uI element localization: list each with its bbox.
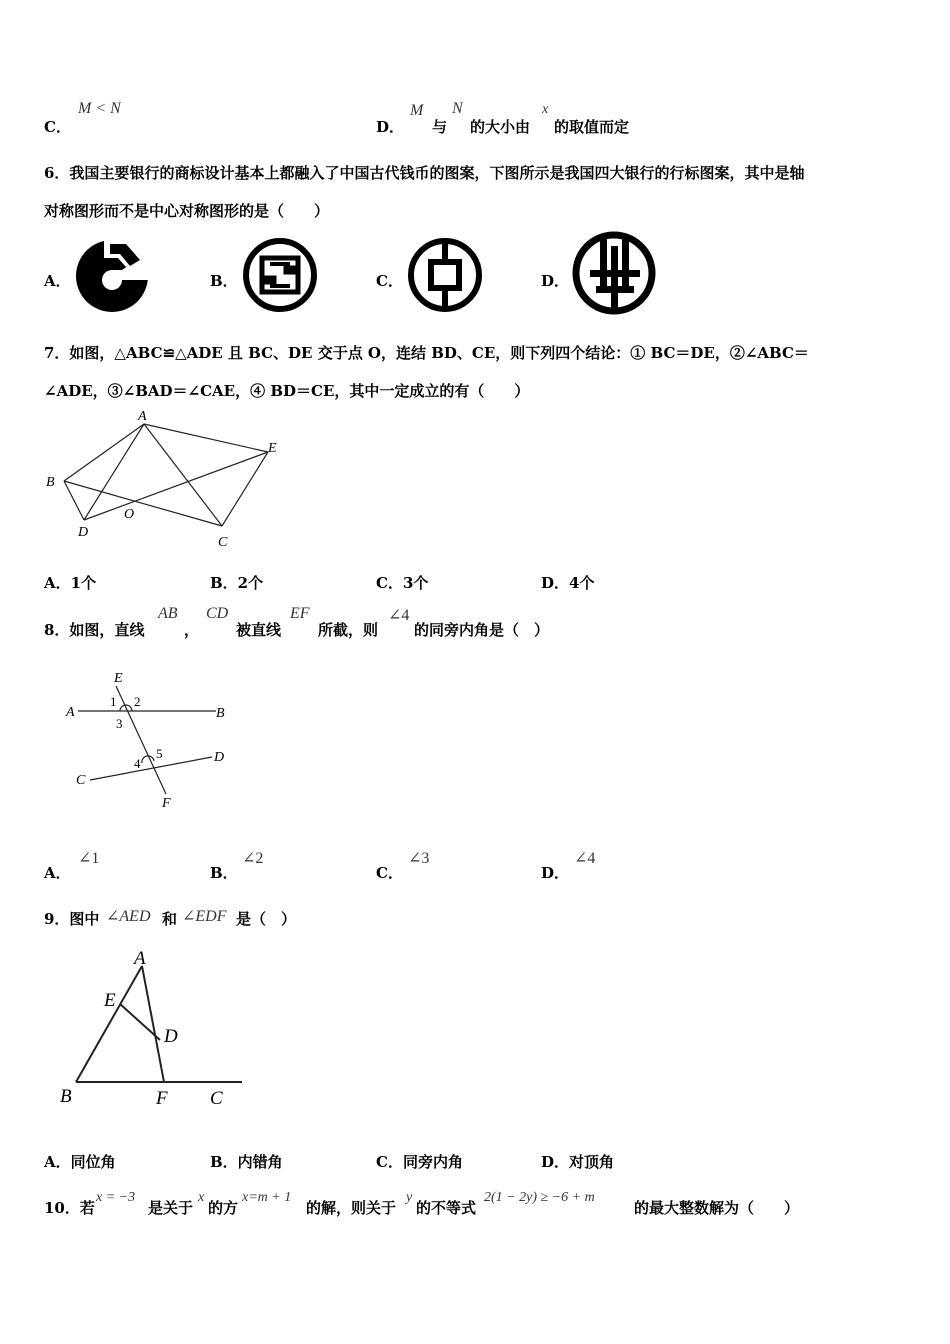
bank-logo-b-icon: [240, 236, 320, 314]
q10-stem-t3: 的解，则关于: [306, 1199, 397, 1217]
q7-figure: [44, 406, 288, 552]
q8-stem-end: 的同旁内角是（ ）: [414, 621, 550, 639]
q8-stem-mid2: 所截，则: [318, 621, 379, 639]
q8-ef: EF: [290, 605, 310, 622]
label-c: C: [76, 773, 86, 788]
q10-stem-t1: 是关于: [148, 1199, 194, 1217]
label-4: 4: [134, 756, 141, 771]
segment-bd: [64, 481, 84, 520]
q9-angle-edf: ∠EDF: [182, 908, 227, 925]
q8-figure: [58, 664, 238, 812]
q6-option-c-label: C．: [376, 272, 403, 290]
q8-option-d-label: D．: [541, 864, 570, 882]
q8-option-a-value: ∠1: [78, 850, 100, 867]
q6-stem-line1: 6．我国主要银行的商标设计基本上都融入了中国古代钱币的图案，下图所示是我国四大银行的行标图案，其中是轴: [44, 164, 805, 182]
q8-option-b-value: ∠2: [242, 850, 264, 867]
segment-ab: [76, 966, 142, 1082]
label-b: B: [46, 475, 55, 490]
q10-stem-t2: 的方: [208, 1199, 239, 1217]
q10-stem-pre: 10．若: [44, 1199, 95, 1217]
label-f: F: [162, 796, 171, 811]
label-a: A: [66, 705, 75, 720]
q5-option-c-label: C．: [44, 118, 71, 136]
label-e: E: [114, 671, 123, 686]
q9-stem-end: 是（ ）: [236, 910, 297, 928]
q5-option-d-label: D．: [376, 118, 405, 136]
segment-de: [84, 452, 268, 520]
q7-option-a: A．1个: [44, 574, 97, 592]
q7-stem-line2: ∠ADE，③∠BAD＝∠CAE，④ BD＝CE，其中一定成立的有（ ）: [44, 382, 530, 400]
q8-stem-mid: 被直线: [236, 621, 282, 639]
label-a: A: [138, 409, 147, 424]
label-o: O: [124, 507, 135, 522]
label-c: C: [218, 535, 228, 550]
q9-option-d: D．对顶角: [541, 1153, 615, 1171]
q9-figure: [54, 944, 244, 1114]
q8-option-d-value: ∠4: [574, 850, 596, 867]
q10-stem-t5: 的最大整数解为（ ）: [634, 1199, 800, 1217]
q7-stem-line1: 7．如图，△ABC≌△ADE 且 BC、DE 交于点 O，连结 BD、CE，则下列四个结论：① BC＝DE，②∠ABC＝: [44, 344, 809, 362]
q5-option-d-end: 的取值而定: [554, 118, 630, 136]
label-1: 1: [110, 694, 117, 709]
q7-option-d: D．4个: [541, 574, 595, 592]
q8-option-a-label: A．: [44, 864, 71, 882]
q5-option-d-yu: 与: [432, 118, 448, 136]
q5-option-d-mid: 的大小由: [470, 118, 531, 136]
q9-angle-aed: ∠AED: [106, 908, 151, 925]
label-5: 5: [156, 746, 163, 761]
q5-option-d-M: M: [410, 102, 424, 119]
label-f: F: [156, 1088, 168, 1109]
q9-option-b: B．内错角: [210, 1153, 283, 1171]
q6-option-b-label: B．: [210, 272, 238, 290]
q7-option-b: B．2个: [210, 574, 264, 592]
q10-stem-t4: 的不等式: [416, 1199, 477, 1217]
q10-math-x: x: [198, 1190, 205, 1205]
q9-stem-pre: 9．图中: [44, 910, 100, 928]
q6-stem-line2: 对称图形而不是中心对称图形的是（ ）: [44, 202, 330, 220]
q10-math-equation: x=m + 1: [242, 1190, 292, 1205]
segment-ce: [222, 452, 268, 526]
q6-option-a-label: A．: [44, 272, 71, 290]
q5-option-c-math: M < N: [78, 100, 121, 117]
label-d: D: [78, 525, 89, 540]
label-d: D: [214, 750, 225, 765]
bank-logo-c-icon: [405, 236, 485, 314]
label-3: 3: [116, 716, 123, 731]
bank-logo-a-icon: [74, 236, 154, 314]
q9-stem-and: 和: [162, 910, 178, 928]
q8-option-c-value: ∠3: [408, 850, 430, 867]
q9-option-a: A．同位角: [44, 1153, 116, 1171]
q10-math-inequality: 2(1 − 2y) ≥ −6 + m: [484, 1190, 595, 1205]
label-e: E: [268, 441, 277, 456]
label-c: C: [210, 1088, 223, 1109]
label-a: A: [134, 948, 146, 969]
label-b: B: [216, 706, 225, 721]
bank-logo-d-icon: [570, 230, 660, 316]
q9-option-c: C．同旁内角: [376, 1153, 463, 1171]
line-ef: [116, 686, 166, 794]
label-b: B: [60, 1086, 72, 1107]
label-d: D: [164, 1026, 178, 1047]
q6-option-d-label: D．: [541, 272, 570, 290]
q7-option-c: C．3个: [376, 574, 429, 592]
segment-af: [142, 966, 164, 1082]
q8-stem-pre: 8．如图，直线: [44, 621, 145, 639]
segment-ad: [84, 424, 144, 520]
label-2: 2: [134, 694, 141, 709]
q8-ab: AB: [158, 605, 178, 622]
q8-angle4: ∠4: [388, 607, 410, 624]
q5-option-d-x: x: [542, 102, 549, 117]
q10-math-x-eq: x = −3: [96, 1190, 136, 1205]
q8-cd: CD: [206, 605, 229, 622]
segment-ed: [120, 1004, 160, 1040]
q8-option-b-label: B．: [210, 864, 238, 882]
segment-ab: [64, 424, 144, 481]
q5-option-d-N: N: [452, 100, 463, 117]
q10-math-y: y: [406, 1190, 413, 1205]
q8-option-c-label: C．: [376, 864, 403, 882]
q8-comma: ，: [184, 621, 200, 639]
label-e: E: [104, 990, 116, 1011]
